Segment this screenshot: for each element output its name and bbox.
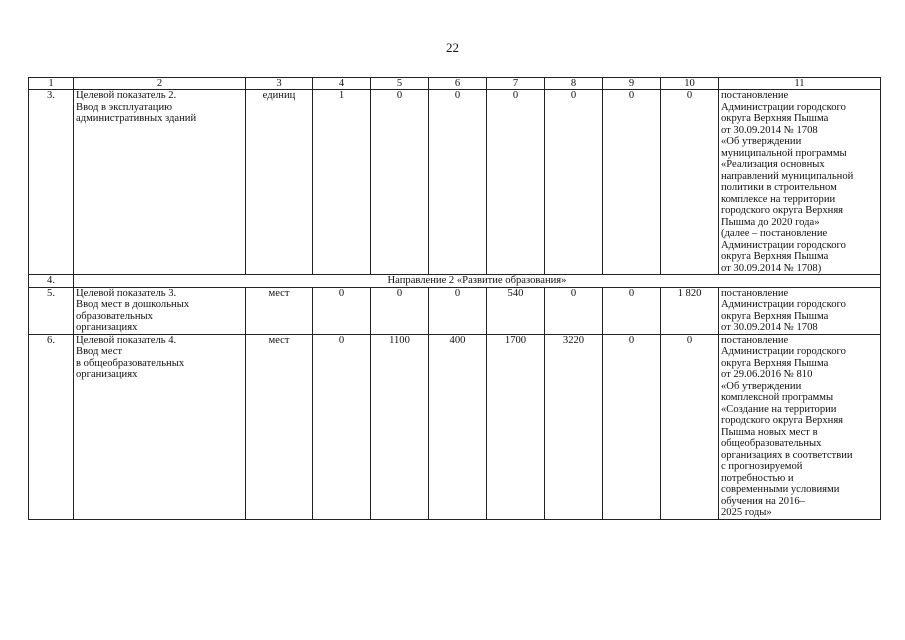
header-cell: 1 <box>29 78 74 90</box>
reference-line: с прогнозируемой <box>721 461 803 472</box>
section-title: Направление 2 «Развитие образования» <box>74 275 881 288</box>
reference-cell <box>719 90 881 275</box>
reference-line: «Об утверждении <box>721 380 802 392</box>
unit-cell: единиц <box>246 90 313 275</box>
value-cell: 1100 <box>371 334 429 519</box>
reference-line: организациях в соответствии <box>721 449 853 461</box>
reference-line: направлений муниципальной <box>721 170 854 182</box>
value-cell: 0 <box>429 287 487 334</box>
indicator-line: организациях <box>76 369 138 380</box>
reference-line: потребностью и <box>721 472 794 484</box>
value-cell: 0 <box>603 287 661 334</box>
reference-cell <box>719 287 881 334</box>
reference-line: округа Верхняя Пышма <box>721 113 829 124</box>
value-cell: 0 <box>545 287 603 334</box>
row-number: 4. <box>29 275 74 288</box>
reference-line: округа Верхняя Пышма <box>721 357 829 369</box>
table-row <box>29 334 881 519</box>
header-cell: 2 <box>74 78 246 90</box>
value-cell: 0 <box>545 90 603 275</box>
section-row <box>29 275 881 288</box>
indicator-line: Ввод мест <box>76 346 123 357</box>
indicator-line: Ввод мест в дошкольных <box>76 299 190 310</box>
reference-line: от 29.06.2016 № 810 <box>721 369 813 380</box>
header-cell: 4 <box>313 78 371 90</box>
reference-line: обучения на 2016– <box>721 495 805 507</box>
value-cell: 1 820 <box>661 287 719 334</box>
reference-cell <box>719 334 881 519</box>
unit-cell: мест <box>246 334 313 519</box>
reference-line: городского округа Верхняя <box>721 205 844 216</box>
reference-line: округа Верхняя Пышма <box>721 310 829 322</box>
reference-line: Пышма до 2020 года» <box>721 216 820 228</box>
table-row <box>29 287 881 334</box>
reference-line: Администрации городского <box>721 346 846 357</box>
value-cell: 0 <box>313 287 371 334</box>
header-cell: 5 <box>371 78 429 90</box>
reference-line: «Реализация основных <box>721 159 825 170</box>
header-cell: 7 <box>487 78 545 90</box>
reference-line: округа Верхняя Пышма <box>721 251 829 262</box>
header-cell: 3 <box>246 78 313 90</box>
value-cell: 0 <box>603 90 661 275</box>
value-cell: 0 <box>371 287 429 334</box>
indicator-line: Целевой показатель 2. <box>76 90 177 101</box>
indicator-line: административных зданий <box>76 113 197 124</box>
reference-line: от 30.09.2014 № 1708 <box>721 124 818 136</box>
indicator-line: в общеобразовательных <box>76 357 185 369</box>
indicator-cell <box>74 334 246 519</box>
value-cell: 0 <box>487 90 545 275</box>
reference-line: постановление <box>721 287 789 299</box>
reference-line: Пышма новых мест в <box>721 426 818 438</box>
reference-line: 2025 годы» <box>721 507 772 518</box>
reference-line: комплексной программы <box>721 392 834 403</box>
reference-line: от 30.09.2014 № 1708 <box>721 322 818 333</box>
header-cell: 11 <box>719 78 881 90</box>
header-cell: 8 <box>545 78 603 90</box>
reference-line: современными условиями <box>721 484 840 495</box>
value-cell: 0 <box>371 90 429 275</box>
indicator-line: образовательных <box>76 310 153 322</box>
page-number: 22 <box>446 40 459 55</box>
header-cell: 9 <box>603 78 661 90</box>
value-cell: 0 <box>661 90 719 275</box>
row-number: 5. <box>29 287 74 334</box>
value-cell: 0 <box>661 334 719 519</box>
indicator-line: Целевой показатель 4. <box>76 334 177 346</box>
unit-cell: мест <box>246 287 313 334</box>
reference-line: комплексе на территории <box>721 193 836 205</box>
value-cell: 0 <box>429 90 487 275</box>
value-cell: 540 <box>487 287 545 334</box>
column-number-row <box>29 78 881 90</box>
value-cell: 1700 <box>487 334 545 519</box>
table-row <box>29 90 881 275</box>
indicator-line: Целевой показатель 3. <box>76 287 177 299</box>
reference-line: Администрации городского <box>721 101 846 113</box>
reference-line: постановление <box>721 90 789 101</box>
reference-line: от 30.09.2014 № 1708) <box>721 262 822 274</box>
indicator-cell <box>74 287 246 334</box>
reference-line: (далее – постановление <box>721 228 828 239</box>
row-number: 3. <box>29 90 74 275</box>
value-cell: 3220 <box>545 334 603 519</box>
indicators-table <box>28 77 881 520</box>
value-cell: 0 <box>603 334 661 519</box>
value-cell: 1 <box>313 90 371 275</box>
value-cell: 0 <box>313 334 371 519</box>
reference-line: «Создание на территории <box>721 403 837 415</box>
indicator-line: Ввод в эксплуатацию <box>76 101 173 113</box>
reference-line: Администрации городского <box>721 239 846 251</box>
header-cell: 10 <box>661 78 719 90</box>
row-number: 6. <box>29 334 74 519</box>
reference-line: городского округа Верхняя <box>721 415 844 426</box>
header-cell: 6 <box>429 78 487 90</box>
reference-line: Администрации городского <box>721 299 846 310</box>
reference-line: постановление <box>721 334 789 346</box>
reference-line: политики в строительном <box>721 182 837 193</box>
reference-line: муниципальной программы <box>721 147 847 159</box>
reference-line: «Об утверждении <box>721 136 802 147</box>
indicator-cell <box>74 90 246 275</box>
indicator-line: организациях <box>76 322 138 333</box>
reference-line: общеобразовательных <box>721 438 822 449</box>
value-cell: 400 <box>429 334 487 519</box>
